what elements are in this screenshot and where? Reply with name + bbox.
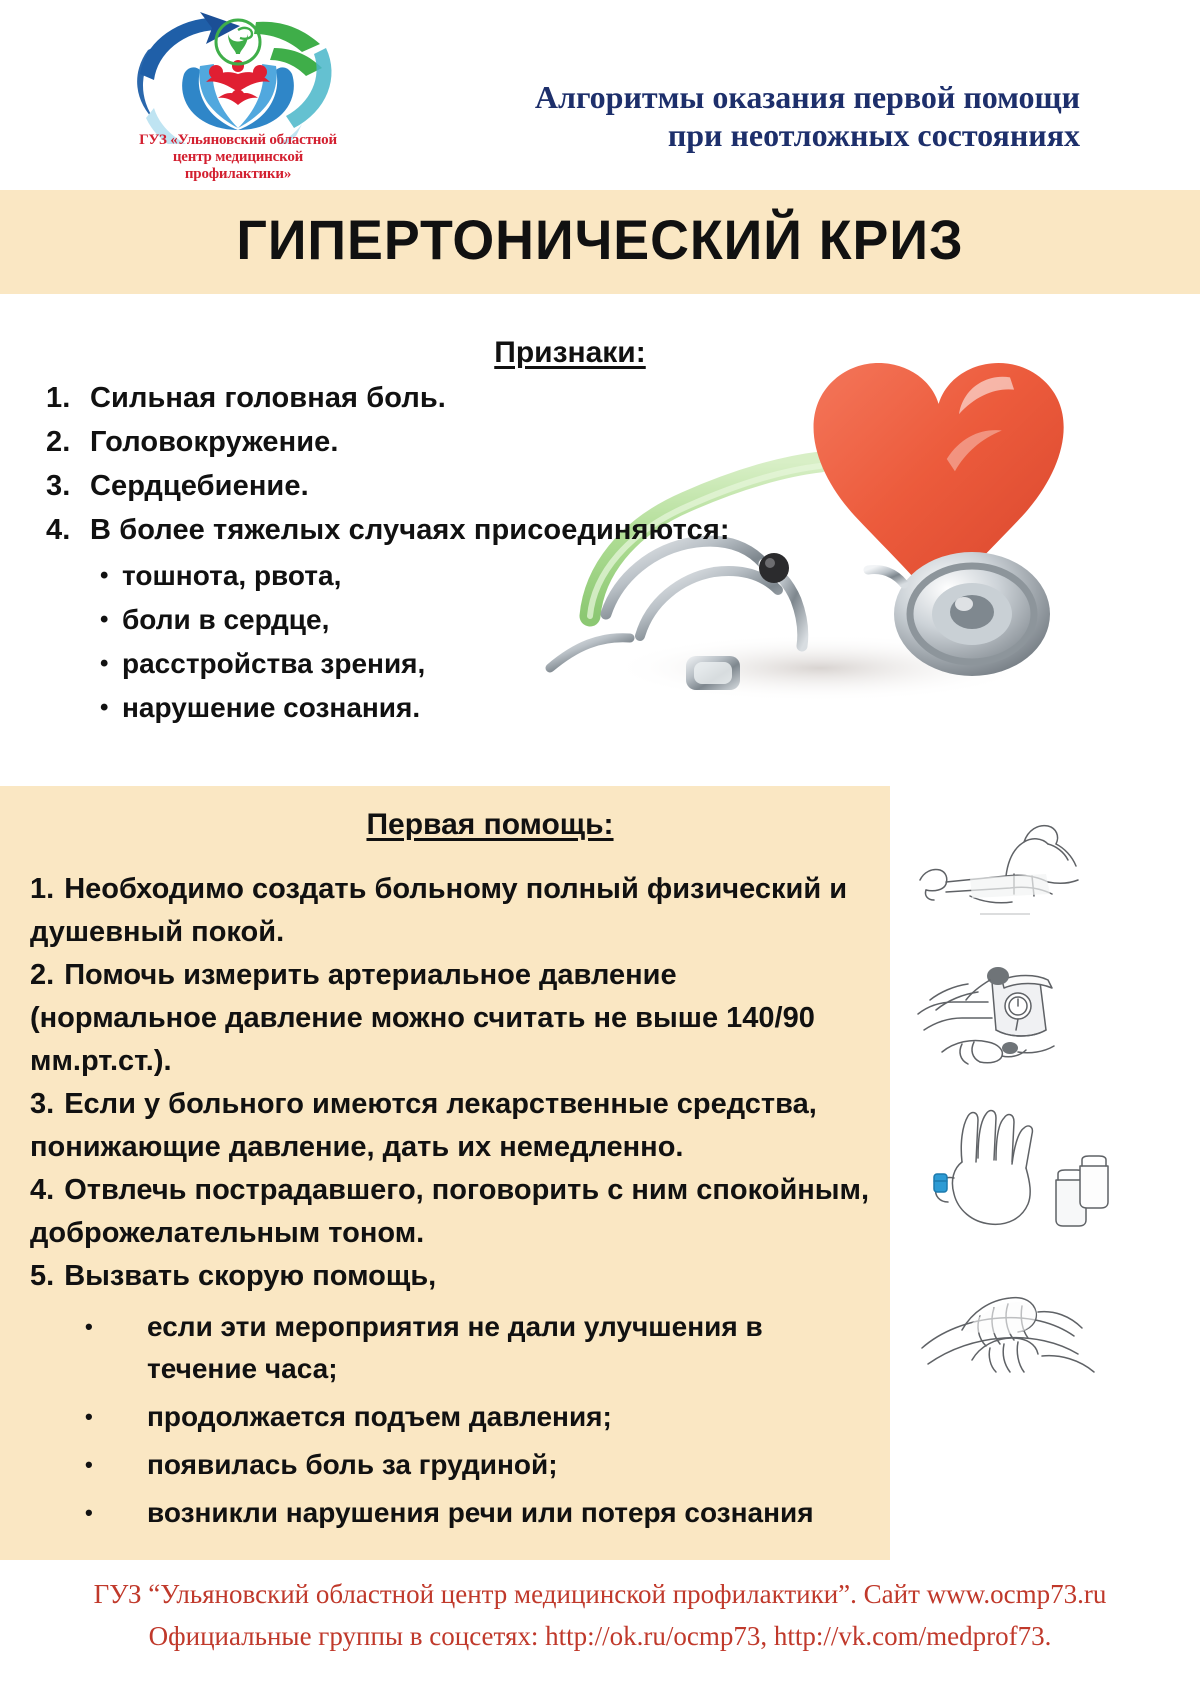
list-item-text: нарушение сознания.: [122, 692, 421, 723]
poster-header: [0, 0, 1200, 188]
header-title-line-1: Алгоритмы оказания первой помощи: [534, 79, 1080, 115]
list-item-text: Сердцебиение.: [90, 470, 309, 502]
list-item: [30, 1083, 870, 1169]
bullet-icon: •: [85, 1314, 93, 1339]
list-item: [40, 508, 740, 552]
header-title-line-2: при неотложных состояниях: [667, 117, 1080, 153]
illustration-column: [900, 786, 1200, 1560]
list-item: [40, 464, 740, 508]
list-item: [100, 642, 740, 686]
list-item-text: расстройства зрения,: [122, 648, 426, 679]
organization-logo: [88, 4, 388, 186]
list-item: [100, 554, 740, 598]
list-item-text: тошнота, рвота,: [122, 560, 342, 591]
list-item-text: В более тяжелых случаях присоединяются:: [90, 514, 730, 546]
list-item-number: 5.: [30, 1260, 55, 1292]
list-item-text: появилась боль за грудиной;: [147, 1449, 558, 1480]
logo-caption-line-1: ГУЗ «Ульяновский областной: [139, 132, 337, 148]
first-aid-list: [30, 868, 870, 1540]
list-item-number: 2.: [30, 959, 55, 991]
list-item-number: 4.: [30, 1174, 55, 1206]
bullet-icon: •: [85, 1500, 93, 1525]
list-item-text: возникли нарушения речи или потеря сознания: [147, 1497, 814, 1528]
bullet-icon: •: [85, 1452, 93, 1477]
signs-section: [0, 294, 1200, 786]
bullet-icon: •: [85, 1404, 93, 1429]
signs-sublist: [40, 554, 740, 730]
list-item: [100, 686, 740, 730]
footer-line-2: Официальные группы в соцсетях: http://ok.ru/ocmp73, http://vk.com/medprof73.: [148, 1621, 1052, 1651]
condition-title-band: [0, 190, 1200, 294]
logo-caption: [88, 132, 388, 183]
footer-line-1: ГУЗ “Ульяновский областной центр медицинской профилактики”. Сайт www.ocmp73.ru: [93, 1579, 1107, 1609]
reclining-patient-illustration: [910, 814, 1090, 934]
list-item-text: Отвлечь пострадавшего, поговорить с ним спокойным, доброжелательным тоном.: [30, 1174, 870, 1249]
list-item-text: Сильная головная боль.: [90, 382, 446, 414]
bullet-icon: •: [100, 606, 109, 633]
bullet-icon: •: [100, 650, 109, 677]
list-item: [85, 1306, 870, 1390]
list-item-text: боли в сердце,: [122, 604, 330, 635]
list-item: [30, 868, 870, 954]
bullet-icon: •: [100, 562, 109, 589]
list-item-text: Если у больного имеются лекарственные средства, понижающие давление, дать их немедленно.: [30, 1088, 817, 1163]
list-item: [40, 420, 740, 464]
list-item-number: 2.: [46, 426, 71, 458]
first-aid-panel: [0, 786, 890, 1560]
logo-caption-line-3: профилактики»: [184, 166, 292, 182]
list-item: [40, 376, 740, 420]
list-item-number: 1.: [30, 873, 55, 905]
list-item-text: продолжается подъем давления;: [147, 1401, 612, 1432]
logo-caption-line-2: центр медицинской: [172, 149, 304, 165]
list-item: [85, 1396, 870, 1438]
logo-graphic: [88, 4, 388, 144]
list-item-text: Помочь измерить артериальное давление (нормальное давление можно считать не выше 140/90 мм.рт.ст.).: [30, 959, 815, 1077]
page-title: ГИПЕРТОНИЧЕСКИЙ КРИЗ: [236, 208, 964, 271]
list-item-number: 3.: [30, 1088, 55, 1120]
list-item-text: Необходимо создать больному полный физический и душевный покой.: [30, 873, 848, 948]
list-item: [100, 598, 740, 642]
list-item-text: Головокружение.: [90, 426, 339, 458]
list-item: [85, 1492, 870, 1534]
list-item: [30, 954, 870, 1083]
first-aid-heading: Первая помощь:: [366, 808, 614, 841]
bullet-icon: •: [100, 694, 109, 721]
list-item-number: 1.: [46, 382, 71, 414]
list-item: [30, 1255, 870, 1298]
poster-footer: [0, 1562, 1200, 1698]
list-item-text: Вызвать скорую помощь,: [64, 1260, 437, 1292]
list-item: [30, 1169, 870, 1255]
hand-with-pill-illustration: [920, 1106, 1110, 1236]
first-aid-sublist: [30, 1306, 870, 1534]
list-item: [85, 1444, 870, 1486]
list-item-number: 3.: [46, 470, 71, 502]
hands-comforting-illustration: [918, 1256, 1118, 1376]
list-item-number: 4.: [46, 514, 71, 546]
blood-pressure-cuff-illustration: [914, 956, 1094, 1086]
signs-heading: Признаки:: [494, 336, 646, 369]
header-title: [430, 78, 1080, 154]
signs-list: [40, 376, 740, 730]
list-item-text: если эти мероприятия не дали улучшения в течение часа;: [147, 1311, 763, 1384]
